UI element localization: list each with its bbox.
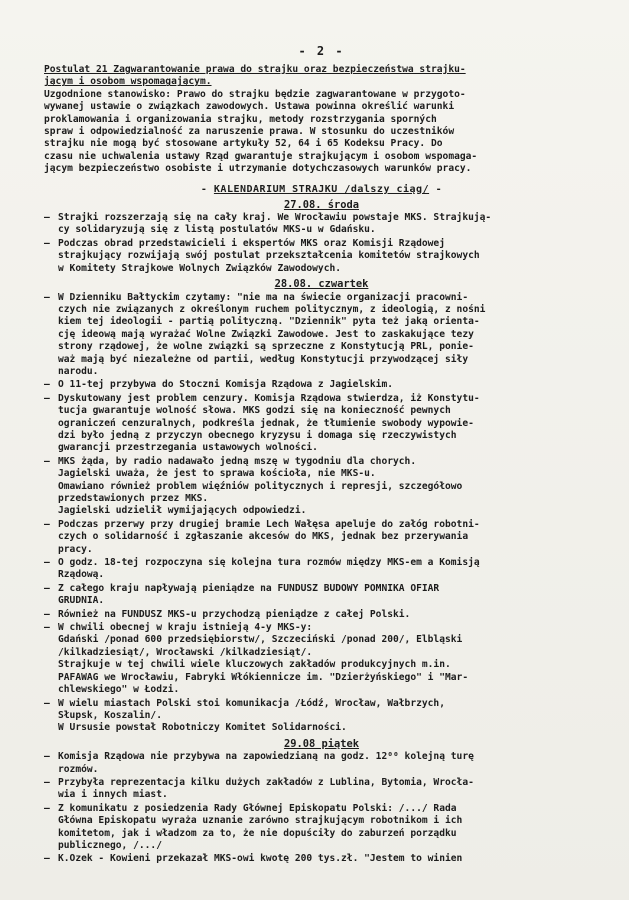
entry-line: Strajkuje w tej chwili wiele kluczowych zakładów produkcyjnych m.in. (58, 659, 451, 671)
calendar-heading-text: KALENDARIUM STRAJKU /dalszy ciąg/ (213, 183, 430, 195)
bullet-dash: – (44, 212, 50, 224)
entry-line: K.Ozek - Kowieni przekazał MKS-owi kwotę 200 tys.zł. "Jestem to winien (58, 853, 463, 865)
entry-line: W chwili obecnej w kraju istnieją 4-y MKS-y: (58, 622, 313, 634)
calendar-entry (44, 853, 599, 865)
calendar-entry (44, 238, 599, 275)
postulate-line: jącym i osobom wspomagającym. (44, 76, 212, 88)
entry-line: komitetom, jak i władzom za to, że nie dopuściły do zaburzeń porządku (58, 827, 457, 839)
entry-line: rozmów. (58, 763, 99, 775)
entry-line: MKS żąda, by radio nadawało jedną mszę w tygodniu dla chorych. (58, 455, 417, 467)
entry-line: Podczas obrad przedstawicieli i ekspertów MKS oraz Komisji Rządowej (58, 237, 445, 249)
day-heading: 29.08 piątek (283, 737, 360, 750)
bullet-dash: – (44, 392, 50, 404)
entry-line: Gdański /ponad 600 przedsiębiorstw/, Szczeciński /ponad 200/, Elbląski (58, 634, 463, 646)
bullet-dash: – (44, 802, 50, 814)
entry-line: Również na FUNDUSZ MKS-u przychodzą pieniądze z całej Polski. (58, 608, 411, 620)
entry-line: gwarancji przestrzegania ustawowych wolności. (58, 442, 318, 454)
entry-line: strajkujący rozwijają swój postulat przekształcenia komitetów strajkowych (58, 250, 480, 262)
entry-line: przedstawionych przez MKS. (58, 493, 209, 504)
entry-line: chlewskiego" w Łodzi. (58, 684, 180, 696)
entry-line: pracy. (58, 543, 93, 555)
entry-line: Omawiano również problem więźniów politycznych i represji, szczegółowo (58, 480, 463, 492)
entry-line: O 11-tej przybywa do Stoczni Komisja Rządowa z Jagielskim. (58, 379, 394, 391)
entry-line: czych o solidarność i zgłaszanie akcesów do MKS, jednak bez przerywania (58, 531, 469, 543)
entry-line: PAFAWAG we Wrocławiu, Fabryki Włókiennicze im. "Dzierżyńskiego" i "Mar- (58, 671, 469, 683)
bullet-dash: – (44, 237, 50, 249)
entry-line: Podczas przerwy przy drugiej bramie Lech Wałęsa apeluje do załóg robotni- (58, 518, 480, 530)
entry-line: Komisja Rządowa nie przybywa na zapowiedzianą na godz. 12⁰⁰ kolejną turę (58, 751, 474, 763)
entry-line: tucja gwarantuje wolność słowa. MKS godzi się na konieczność pewnych (58, 405, 451, 417)
entry-line: publicznego, /.../ (58, 839, 162, 851)
calendar-entry (44, 698, 599, 735)
bullet-dash: – (44, 518, 50, 530)
agreement-line: czasu nie uchwalenia ustawy Rząd gwarantuje strajkującym i osobom wspomaga- (44, 150, 478, 162)
calendar-entry (44, 803, 599, 853)
entry-line: /kilkadziesiąt/, Wrocławski /kilkadziesiąt/. (58, 646, 313, 658)
entry-line: cję ideową mają wyrażać Wolne Związki Zawodowe. Jest to zaskakujące tezy (58, 328, 474, 340)
bullet-dash: – (44, 608, 50, 620)
calendar-entry (44, 519, 599, 556)
agreement-line: spraw i odpowiedzialność za naruszenie prawa. W stosunku do uczestników (44, 126, 455, 138)
postulate-section (44, 64, 599, 176)
entry-line: w Komitety Strajkowe Wolnych Związków Zawodowych. (58, 262, 342, 274)
entry-line: dzi było jedną z przyczyn obecnego kryzysu i domaga się rzeczywistych (58, 429, 457, 441)
postulate-line: Postulat 21 Zagwarantowanie prawa do strajku oraz bezpieczeństwa strajku- (44, 64, 466, 75)
entry-line: Przybyła reprezentacja kilku dużych zakładów z Lublina, Bytomia, Wrocła- (58, 776, 474, 788)
entry-line: Strajki rozszerzają się na cały kraj. We Wrocławiu powstaje MKS. Strajkują- (58, 212, 492, 224)
calendar-entry (44, 609, 599, 621)
bullet-dash: – (44, 697, 50, 709)
entry-line: kiem tej ideologii - partią polityczną. "Dziennik" pyta też jaką orienta- (58, 316, 480, 328)
calendar-entry (44, 777, 599, 802)
entry-line: Dyskutowany jest problem cenzury. Komisja Rządowa stwierdza, iż Konstytu- (58, 392, 480, 404)
entry-line: W wielu miastach Polski stoi komunikacja /Łódź, Wrocław, Wałbrzych, (58, 697, 445, 709)
entry-line: narodu. (58, 365, 99, 377)
entry-line: czych nie związanych z określonym ruchem politycznym, z ideologią, z nośni (58, 303, 486, 315)
entry-line: W Dzienniku Bałtyckim czytamy: "nie ma na świecie organizacji pracowni- (58, 291, 469, 303)
bullet-dash: – (44, 622, 50, 634)
entry-line: wia i innych miast. (58, 789, 168, 801)
page-number: - 2 - (298, 44, 345, 58)
bullet-dash: – (44, 853, 50, 865)
calendar-days (44, 199, 599, 866)
day-heading: 27.08. środa (283, 198, 360, 211)
entry-line: Rządową. (58, 569, 105, 581)
bullet-dash: – (44, 291, 50, 303)
calendar-entry (44, 212, 599, 237)
calendar-entry (44, 751, 599, 776)
calendar-heading: - KALENDARIUM STRAJKU /dalszy ciąg/ - (200, 183, 443, 195)
calendar-entry (44, 292, 599, 379)
entry-line: Z komunikatu z posiedzenia Rady Głównej Episkopatu Polski: /.../ Rada (58, 802, 457, 814)
entry-line: cy solidaryzują się z listą postulatów MKS-u w Gdańsku. (58, 224, 376, 236)
entry-line: Jagielski udzielił wymijających odpowiedzi. (58, 505, 307, 517)
entry-line: Jagielski uważa, że jest to sprawa kościoła, nie MKS-u. (58, 468, 376, 480)
entry-line: waż mają być niezależne od partii, według Konstytucji przywodzącej siły (58, 353, 469, 365)
calendar-entry (44, 622, 599, 696)
agreement-line: jącym bezpieczeństwo osobiste i utrzymanie dotychczasowych warunków pracy. (44, 163, 472, 175)
entry-line: O godz. 18-tej rozpoczyna się kolejna tura rozmów między MKS-em a Komisją (58, 557, 480, 569)
day-heading: 28.08. czwartek (274, 278, 369, 291)
entry-line: Główna Episkopatu wyraża uznanie zarówno strajkującym robotnikom i ich (58, 815, 463, 827)
agreement-line: proklamowania i organizowania strajku, metody rozstrzygania sporných (44, 113, 437, 125)
agreement-line: wywanej ustawie o związkach zawodowych. Ustawa powinna określić warunki (44, 101, 455, 113)
calendar-entry (44, 379, 599, 391)
entry-line: W Ursusie powstał Robotniczy Komitet Solidarności. (58, 722, 347, 734)
bullet-dash: – (44, 379, 50, 391)
calendar-entry (44, 456, 599, 518)
bullet-dash: – (44, 455, 50, 467)
calendar-entry (44, 557, 599, 582)
entry-line: GRUDNIA. (58, 595, 105, 607)
bullet-dash: – (44, 751, 50, 763)
bullet-dash: – (44, 776, 50, 788)
entry-line: Słupsk, Koszalin/. (58, 709, 162, 721)
entry-line: Z całego kraju napływają pieniądze na FUNDUSZ BUDOWY POMNIKA OFIAR (58, 582, 440, 594)
entry-line: ograniczeń cenzuralnych, podkreśla jednak, że tłumienie swobody wypowie- (58, 417, 474, 429)
calendar-entry (44, 583, 599, 608)
entry-line: strony rządowej, że wolne związki są sprzeczne z Konstytucją PRL, ponie- (58, 341, 474, 353)
agreement-line: strajku nie mogą być stosowane artykuły 52, 64 i 65 Kodeksu Pracy. Do (44, 138, 443, 150)
calendar-entry (44, 393, 599, 455)
bullet-dash: – (44, 582, 50, 594)
bullet-dash: – (44, 557, 50, 569)
agreement-line: Uzgodnione stanowisko: Prawo do strajku będzie zagwarantowane w przygoto- (44, 88, 466, 100)
